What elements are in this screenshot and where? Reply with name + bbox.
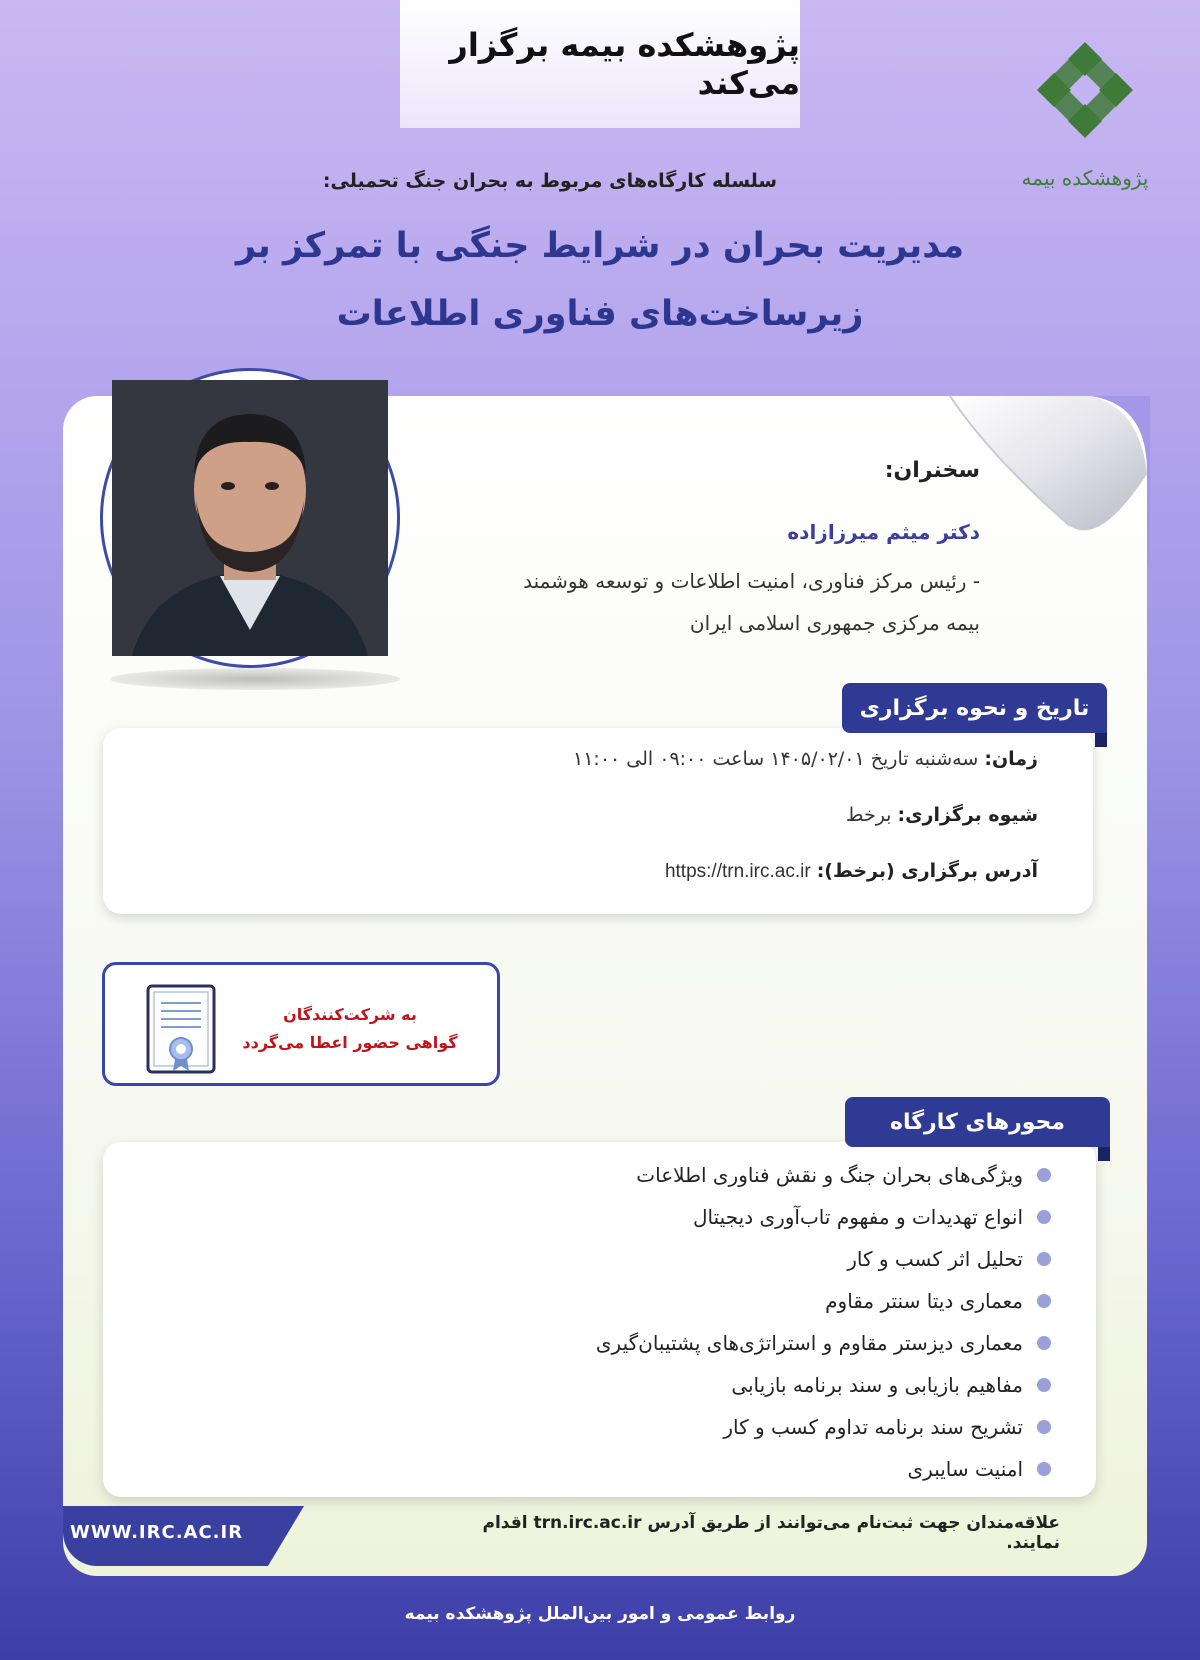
schedule-box [103, 728, 1093, 914]
certificate-line1: به شرکت‌کنندگان [283, 1005, 417, 1024]
topics-tab: محورهای کارگاه [845, 1097, 1110, 1147]
page-curl-decoration [950, 396, 1150, 566]
speaker-photo-frame [100, 368, 400, 668]
address-label: آدرس برگزاری (برخط): [816, 860, 1038, 882]
list-item: معماری دیتا سنتر مقاوم [596, 1280, 1051, 1322]
time-row [573, 748, 1038, 770]
bullet-icon [1037, 1294, 1051, 1308]
series-subtitle: سلسله کارگاه‌های مربوط به بحران جنگ تحمیلی: [322, 170, 778, 192]
list-item: تحلیل اثر کسب و کار [596, 1238, 1051, 1280]
bullet-icon [1037, 1420, 1051, 1434]
speakers-label: سخنران: [884, 458, 980, 483]
list-item: ویژگی‌های بحران جنگ و نقش فناوری اطلاعات [596, 1154, 1051, 1196]
bullet-icon [1037, 1462, 1051, 1476]
schedule-tab: تاریخ و نحوه برگزاری [842, 683, 1107, 733]
bullet-icon [1037, 1378, 1051, 1392]
list-item: مفاهیم بازیابی و سند برنامه بازیابی [596, 1364, 1051, 1406]
speaker-photo [112, 380, 388, 656]
time-label: زمان: [984, 748, 1038, 770]
event-title-line1: مدیریت بحران در شرایط جنگی با تمرکز بر [235, 226, 965, 266]
certificate-icon [145, 983, 217, 1075]
institute-logo-icon [1021, 40, 1149, 200]
event-title-line2: زیرساخت‌های فناوری اطلاعات [336, 294, 864, 334]
bullet-icon [1037, 1168, 1051, 1182]
list-item: امنیت سایبری [596, 1448, 1051, 1490]
footer-text: روابط عمومی و امور بین‌الملل پژوهشکده بیمه [404, 1604, 796, 1624]
speaker-role-line2: بیمه مرکزی جمهوری اسلامی ایران [689, 611, 980, 635]
list-item: انواع تهدیدات و مفهوم تاب‌آوری دیجیتال [596, 1196, 1051, 1238]
method-value: برخط [845, 804, 892, 826]
registration-note: علاقه‌مندان جهت ثبت‌نام می‌توانند از طریق آدرس trn.irc.ac.ir اقدام نمایند. [482, 1513, 1060, 1553]
speaker-role [440, 560, 980, 644]
website-link[interactable]: WWW.IRC.AC.IR [70, 1522, 244, 1543]
topics-list [596, 1154, 1051, 1490]
address-row [665, 860, 1038, 883]
topics-box [103, 1142, 1096, 1497]
bullet-icon [1037, 1252, 1051, 1266]
speaker-portrait-icon [112, 380, 388, 656]
banner-text: پژوهشکده بیمه برگزار می‌کند [449, 26, 800, 102]
method-row [846, 804, 1038, 826]
bullet-icon [1037, 1336, 1051, 1350]
speaker-name: دکتر میثم میرزازاده [787, 520, 980, 544]
schedule-tab-fold [1095, 733, 1107, 747]
certificate-box [102, 962, 500, 1086]
event-title [200, 212, 1000, 348]
list-item: معماری دیزستر مقاوم و استراتژی‌های پشتیبان‌گیری [596, 1322, 1051, 1364]
bullet-icon [1037, 1210, 1051, 1224]
logo-caption: پژوهشکده بیمه [1021, 166, 1149, 190]
address-link[interactable]: https://trn.irc.ac.ir [664, 861, 811, 882]
top-banner [400, 0, 800, 128]
method-label: شیوه برگزاری: [897, 804, 1038, 826]
certificate-text [225, 1001, 475, 1057]
list-item: تشریح سند برنامه تداوم کسب و کار [596, 1406, 1051, 1448]
time-value: سه‌شنبه تاریخ ۱۴۰۵/۰۲/۰۱ ساعت ۰۹:۰۰ الی ۱۱:۰۰ [573, 748, 979, 770]
certificate-line2: گواهی حضور اعطا می‌گردد [242, 1033, 458, 1052]
topics-tab-fold [1098, 1147, 1110, 1161]
photo-shadow [110, 668, 400, 690]
speaker-role-line1: - رئیس مرکز فناوری، امنیت اطلاعات و توسعه هوشمند [523, 569, 980, 593]
